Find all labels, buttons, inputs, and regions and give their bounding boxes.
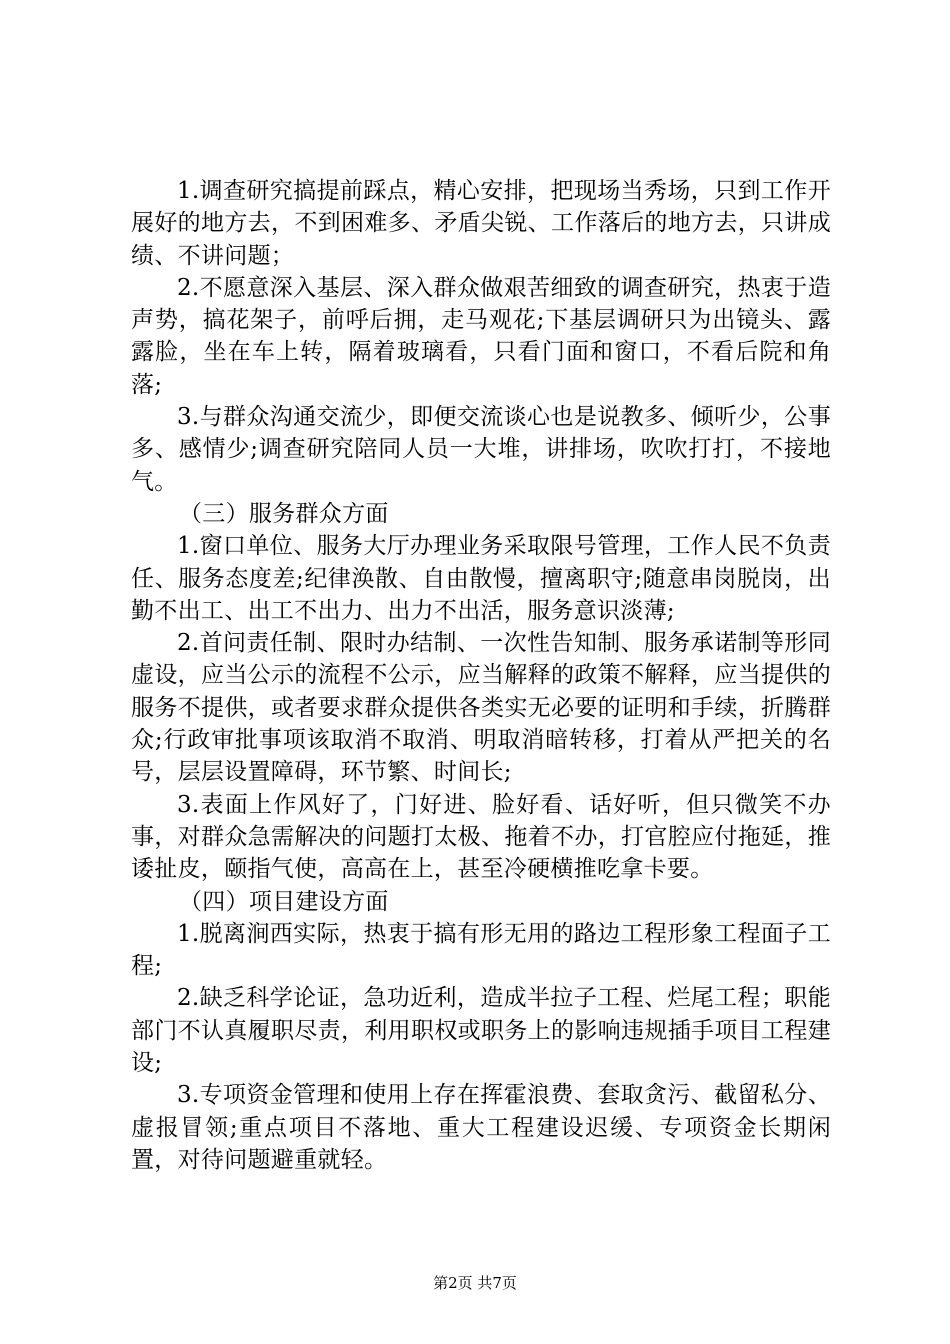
document-body: [131, 175, 831, 1176]
paragraph-research-3: 3.与群众沟通交流少，即便交流谈心也是说教多、倾听少，公事多、感情少;调查研究陪同人员一大堆，讲排场，吹吹打打，不接地气。: [131, 404, 831, 495]
section-heading-serve-public: （三）服务群众方面: [179, 500, 389, 527]
paragraph-serve-1: 1.窗口单位、服务大厅办理业务采取限号管理，工作人民不负责任、服务态度差;纪律涣散、自由散慢，擅离职守;随意串岗脱岗，出勤不出工、出工不出力、出力不出活，服务意识淡薄;: [131, 533, 831, 624]
paragraph-project-3: 3.专项资金管理和使用上存在挥霍浪费、套取贪污、截留私分、虚报冒领;重点项目不落地、重大工程建设迟缓、专项资金长期闲置，对待问题避重就轻。: [131, 1082, 831, 1173]
paragraph-serve-3: 3.表面上作风好了，门好进、脸好看、话好听，但只微笑不办事，对群众急需解决的问题打太极、拖着不办，打官腔应付拖延，推诿扯皮，颐指气使，高高在上，甚至冷硬横推吃拿卡要。: [131, 791, 831, 883]
paragraph-serve-2: 2.首问责任制、限时办结制、一次性告知制、服务承诺制等形同虚设，应当公示的流程不公示，应当解释的政策不解释，应当提供的服务不提供，或者要求群众提供各类实无必要的证明和手续，折腾群众;行政审批事项该取消不取消、明取消暗转移，打着从严把关的名号，层层设置障碍，环节繁、时间长;: [131, 630, 831, 786]
paragraph-project-2: 2.缺乏科学论证，急功近利，造成半拉子工程、烂尾工程；职能部门不认真履职尽责，利用职权或职务上的影响违规插手项目工程建设;: [131, 985, 831, 1077]
paragraph-research-2: 2.不愿意深入基层、深入群众做艰苦细致的调查研究，热衷于造声势，搞花架子，前呼后拥，走马观花;下基层调研只为出镜头、露露脸，坐在车上转，隔着玻璃看，只看门面和窗口，不看后院和角落;: [131, 274, 831, 398]
paragraph-research-1: 1.调查研究搞提前踩点，精心安排，把现场当秀场，只到工作开展好的地方去，不到困难多、矛盾尖锐、工作落后的地方去，只讲成绩、不讲问题；: [131, 178, 831, 269]
section-heading-project-construction: （四）项目建设方面: [179, 888, 389, 915]
paragraph-project-1: 1.脱离涧西实际，热衷于搞有形无用的路边工程形象工程面子工程;: [131, 920, 831, 980]
page-number-footer: 第2页 共7页: [433, 1274, 517, 1292]
